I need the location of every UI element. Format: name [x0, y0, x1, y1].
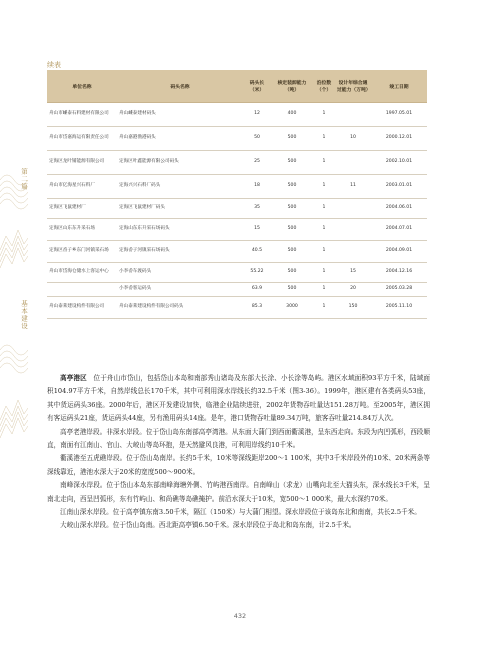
table-row	[47, 283, 427, 297]
table-cell-pier: 小李岙客运码头	[117, 283, 243, 297]
table-cell-date: 1997.05.01	[371, 103, 427, 127]
table-cell-throughput	[335, 103, 371, 127]
table-row	[47, 219, 427, 241]
table-cell-berths: 1	[313, 263, 335, 283]
table-cell-berths: 1	[313, 103, 335, 127]
table-cell-pier: 定海岙子河镇采石场码头	[117, 241, 243, 263]
table-cell-throughput: 150	[335, 297, 371, 319]
table-row	[47, 103, 427, 127]
table-cell-length: 12	[243, 103, 271, 127]
table-cell-pier: 定海区叶鑫能源有限公司码头	[117, 151, 243, 175]
paragraph-text: 高亭老港岸段。非深水岸段。位于岱山岛东南部高亭湾港。从东面大蒲门到西面衢溪港，呈东西走向。东段为内凹弧形，西段顺直，南面有江南山、官山、大峧山等岛环抱，是天然避风良港，可利用岸线约10千米。	[47, 427, 430, 450]
table-row	[47, 151, 427, 175]
table-cell-date: 2004.06.01	[371, 199, 427, 219]
table-cell-length: 35	[243, 199, 271, 219]
table-cell-berths: 1	[313, 127, 335, 151]
table-header-row	[47, 70, 427, 103]
paragraph	[47, 372, 430, 426]
table-cell-pier: 小李岙车渡码头	[117, 263, 243, 283]
header-berths: 泊位数（个）	[313, 70, 335, 103]
table-cell-unit	[47, 283, 117, 297]
paragraph-text: 南峰深水岸段。位于岱山本岛东部南峰海塘外侧、竹屿港西南岸。自南峰山（求龙）山嘴向北至大猫头东，深水线长3千米，呈南北走向，西呈凹弧形，东有竹屿山、和尚礁等岛礁掩护。前沿水深大于10米，宽500～1 000米，最大水深约70米。	[47, 481, 430, 503]
table-cell-date: 2003.01.01	[371, 175, 427, 199]
table-cell-berths: 1	[313, 283, 335, 297]
page-number: 432	[233, 612, 247, 620]
table-cell-throughput	[335, 219, 371, 241]
table-cell-pier: 定海区飞鼠建材厂码头	[117, 199, 243, 219]
table-cell-length: 18	[243, 175, 271, 199]
table-cell-length: 85.3	[243, 297, 271, 319]
paragraph	[47, 506, 430, 519]
table-cell-date: 2004.09.01	[371, 241, 427, 263]
table-cell-throughput: 15	[335, 263, 371, 283]
pier-table	[47, 70, 427, 319]
table-cell-pier: 定海兴兴石料厂码头	[117, 175, 243, 199]
table-cell-capacity: 500	[271, 151, 313, 175]
table-cell-capacity: 3000	[271, 297, 313, 319]
paragraph	[47, 452, 430, 479]
table-cell-length: 15	[243, 219, 271, 241]
header-pier: 码头名称	[117, 70, 243, 103]
table-cell-capacity: 500	[271, 241, 313, 263]
table-cell-throughput: 10	[335, 127, 371, 151]
table-row	[47, 175, 427, 199]
chapter-label: 基本建设	[20, 300, 28, 330]
table-cell-length: 63.9	[243, 283, 271, 297]
table-cell-capacity: 500	[271, 199, 313, 219]
table-cell-capacity: 500	[271, 283, 313, 297]
table-cell-unit: 定海区飞鼠建材厂	[47, 199, 117, 219]
table-cell-length: 25	[243, 151, 271, 175]
body-text	[47, 372, 430, 533]
table-cell-capacity: 500	[271, 219, 313, 241]
paragraph-text: 江南山深水岸段。位于高亭镇东南3.50千米，隔江（150米）与大蒲门相望。深水岸段位于该岛东北和南南，共长2.5千米。	[60, 508, 421, 517]
table-cell-date: 2005.03.28	[371, 283, 427, 297]
section-label: 第二篇	[20, 168, 28, 191]
paragraph-text: 衢溪港至五虎礁岸段。位于岱山岛南岸。长约5千米，10米等深线距岸200～1 100米，其中3千米岸段外的10米、20米两条等深线靠近，港池水深大于20米的宽度500～900米。	[47, 454, 430, 476]
table-cell-berths: 1	[313, 297, 335, 319]
table-cell-date: 2005.11.10	[371, 297, 427, 319]
table-cell-length: 55.22	[243, 263, 271, 283]
table-cell-unit: 舟山市亿海星兴石料厂	[47, 175, 117, 199]
paragraph	[47, 519, 430, 532]
table-cell-length: 40.5	[243, 241, 271, 263]
header-length: 码头长（米）	[243, 70, 271, 103]
table-cell-berths: 1	[313, 219, 335, 241]
table-cell-date: 2004.07.01	[371, 219, 427, 241]
table-row	[47, 199, 427, 219]
table-cell-capacity: 500	[271, 127, 313, 151]
table-cell-throughput	[335, 199, 371, 219]
table-cell-capacity: 500	[271, 263, 313, 283]
table-cell-unit: 舟山市岱海仓储水上客运中心	[47, 263, 117, 283]
table-cell-pier: 舟山嘉港渔港码头	[117, 127, 243, 151]
table-cell-capacity: 400	[271, 103, 313, 127]
header-throughput: 设计年综合通过能力（万吨）	[335, 70, 371, 103]
table-cell-unit: 舟山市岱嘉海运有限责任公司	[47, 127, 117, 151]
table-cell-throughput: 20	[335, 283, 371, 297]
table-cell-capacity: 500	[271, 175, 313, 199]
table-cell-pier: 舟山泰莱建设构件有限公司码头	[117, 297, 243, 319]
header-unit: 单位名称	[47, 70, 117, 103]
table-cell-berths: 1	[313, 175, 335, 199]
paragraph-text: 位于舟山市岱山，包括岱山本岛和南部秀山诸岛及东部大长涂、小长涂等岛屿。港区水域面积93平方千米，陆域面积104.97平方千米，自然岸线总长170千米，其中可利用深水岸线长约32.5千米（图3-36）。1999年，港区建有各类码头53座，其中货运码头36座。2000年后，港区开发建设加快，临港企业陆续进驻，2002年货物吞吐量达151.28万吨。至2005年，港区拥有客运码头21座，货运码头44座，另有渔用码头14座。是年，港口货物吞吐量89.34万吨，旅客吞吐量214.84万人次。	[47, 374, 431, 423]
table-cell-length: 50	[243, 127, 271, 151]
table-cell-throughput	[335, 241, 371, 263]
header-capacity: 核定装卸能力（吨）	[271, 70, 313, 103]
table-cell-unit: 定海区龙叶铺能源有限公司	[47, 151, 117, 175]
table-row	[47, 241, 427, 263]
table-cell-berths: 1	[313, 151, 335, 175]
header-date: 竣工日期	[371, 70, 427, 103]
table-cell-throughput	[335, 151, 371, 175]
table-cell-date: 2000.12.01	[371, 127, 427, 151]
table-row	[47, 127, 427, 151]
continued-table-label: 续表	[47, 61, 61, 69]
table-cell-berths: 1	[313, 241, 335, 263]
table-row	[47, 297, 427, 319]
table-cell-date: 2004.12.16	[371, 263, 427, 283]
paragraph-lead: 高亭港区	[60, 374, 87, 382]
table-cell-date: 2002.10.01	[371, 151, 427, 175]
table-cell-pier: 定海山东东升采石场码头	[117, 219, 243, 241]
table-cell-berths: 1	[313, 199, 335, 219]
paragraph	[47, 479, 430, 506]
table-cell-unit: 定海区山东东升采石场	[47, 219, 117, 241]
paragraph-text: 大峧山深水岸段。位于岱山岛南。西北距高亭镇6.50千米。深水岸段位于岛北和岛东南，计2.5千米。	[60, 521, 356, 530]
table-cell-pier: 舟山嵊泰建材码头	[117, 103, 243, 127]
paragraph	[47, 426, 430, 453]
table-row	[47, 263, 427, 283]
table-cell-throughput: 11	[335, 175, 371, 199]
table-cell-unit: 定海区岙子乡东门河镇采石场	[47, 241, 117, 263]
table-cell-unit: 舟山泰莱建设构件有限公司	[47, 297, 117, 319]
table-cell-unit: 舟山市嵊泰石料建材有限公司	[47, 103, 117, 127]
